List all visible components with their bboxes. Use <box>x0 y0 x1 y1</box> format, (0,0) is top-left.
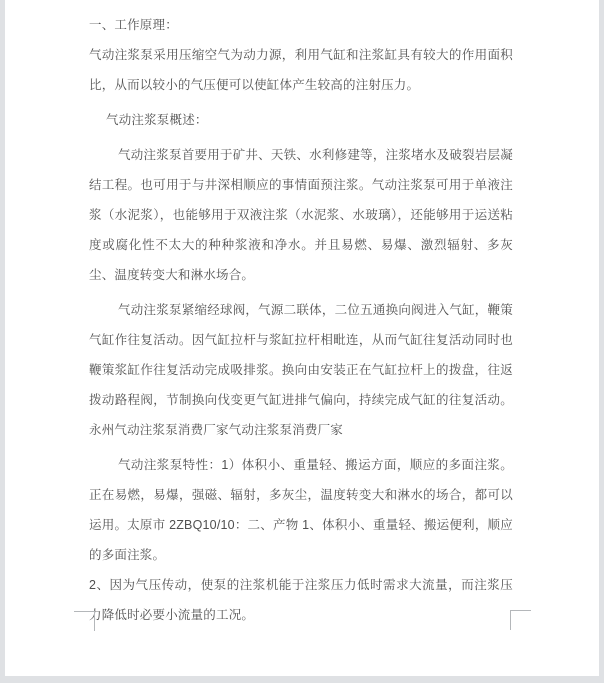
document-page[interactable] <box>5 0 599 676</box>
document-text-block <box>89 10 513 635</box>
paragraph-features[interactable]: 气动注浆泵特性：1）体积小、重量轻、搬运方面，顺应的多面注浆。 正在易燃，易爆，强磁、辐射，多灰尘，温度转变大和淋水的场合，都可以运用。太原市 2ZBQ10/10：二、产物 1、体积小、重量轻、搬运便利，顺应的多面注浆。 <box>89 458 513 562</box>
paragraph-heading-overview[interactable]: 气动注浆泵概述： <box>106 113 208 127</box>
paragraph-heading-working-principle[interactable]: 一、工作原理： <box>89 18 178 32</box>
crop-mark-bottom-left-icon <box>74 611 95 631</box>
paragraph-mechanism[interactable]: 气动注浆泵紧缩经球阀，气源二联体，二位五通换向阀进入气缸，鞭策气缸作往复活动。因气缸拉杆与浆缸拉杆相毗连，从而气缸往复活动同时也鞭策浆缸作往复活动完成吸排浆。换向由安装正在气缸拉杆上的拨盘，往返拨动路程阀，节制换向伐变更气缸进排气偏向，持续完成气缸的往复活动。永州气动注浆泵消费厂家气动注浆泵消费厂家 <box>89 303 513 437</box>
paragraph-overview-usage[interactable]: 气动注浆泵首要用于矿井、天铁、水利修建等，注浆堵水及破裂岩层凝结工程。也可用于与井深相顺应的事情面预注浆。气动注浆泵可用于单液注浆（水泥浆），也能够用于双液注浆（水泥浆、水玻璃），还能够用于运送粘度或腐化性不太大的种种浆液和净水。并且易燃、易爆、激烈辐射、多灰尘、温度转变大和淋水场合。 <box>89 148 513 282</box>
paragraph-feature-2[interactable]: 2、因为气压传动，使泵的注浆机能于注浆压力低时需求大流量，而注浆压力降低时必要小流量的工况。 <box>89 578 513 622</box>
paragraph-working-principle-body[interactable]: 气动注浆泵采用压缩空气为动力源，利用气缸和注浆缸具有较大的作用面积比，从而以较小的气压便可以使缸体产生较高的注射压力。 <box>89 48 513 92</box>
crop-mark-bottom-right-icon <box>510 610 531 630</box>
